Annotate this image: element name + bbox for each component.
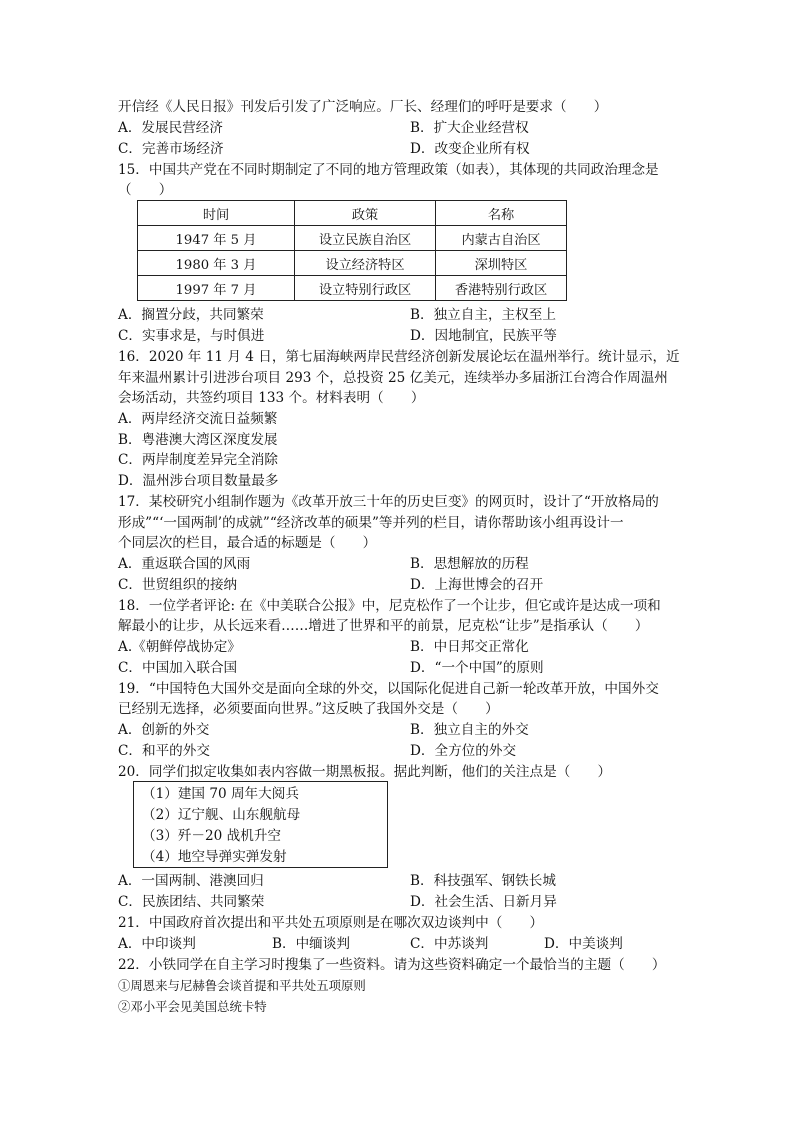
q16-option-b: B．粤港澳大湾区深度发展 [118, 432, 278, 448]
table-header-row [138, 201, 567, 226]
q20-option-b: B．科技强军、钢铁长城 [410, 873, 556, 889]
table-cell: 1980 年 3 月 [138, 251, 295, 276]
q14-option-d: D．改变企业所有权 [410, 141, 530, 157]
q17-option-c: C．世贸组织的接纳 [118, 577, 238, 593]
q17-stem-line-3: 个同层次的栏目，最合适的标题是（ ） [118, 535, 377, 551]
q21-stem-line: 21．中国政府首次提出和平共处五项原则是在哪次双边谈判中（ ） [118, 915, 544, 931]
q17-option-b: B．思想解放的历程 [410, 556, 529, 572]
q20-option-d: D．社会生活、日新月异 [410, 894, 557, 910]
q18-option-c: C．中国加入联合国 [118, 660, 238, 676]
q14-option-b: B．扩大企业经营权 [410, 120, 529, 136]
q15-option-d: D．因地制宜，民族平等 [410, 328, 557, 344]
q15-stem-line-2: （ ） [118, 182, 173, 198]
table-cell: 1947 年 5 月 [138, 226, 295, 251]
q22-stem-line: 22．小铁同学在自主学习时搜集了一些资料。请为这些资料确定一个最恰当的主题（ ） [118, 957, 666, 973]
q19-stem-line-2: 已经别无选择，必须要面向世界。”这反映了我国外交是（ ） [118, 701, 499, 717]
q15-stem-line-1: 15．中国共产党在不同时期制定了不同的地方管理政策（如表），其体现的共同政治理念是 [118, 162, 659, 178]
table-cell: 设立经济特区 [295, 251, 436, 276]
q17-option-d: D．上海世博会的召开 [410, 577, 544, 593]
table-cell: 1997 年 7 月 [138, 276, 295, 301]
q19-option-b: B．独立自主的外交 [410, 722, 529, 738]
table-cell: 设立民族自治区 [295, 226, 436, 251]
q20-option-a: A．一国两制、港澳回归 [118, 873, 264, 889]
q15-option-a: A．搁置分歧，共同繁荣 [118, 307, 264, 323]
q15-option-c: C．实事求是，与时俱进 [118, 328, 265, 344]
q18-option-d: D．“一个中国”的原则 [410, 660, 544, 676]
table-header-cell: 政策 [295, 201, 436, 226]
q20-box-item: （4）地空导弹实弹发射 [142, 849, 287, 865]
q20-box-item: （3）歼－20 战机升空 [142, 828, 282, 844]
table-header-cell: 时间 [138, 201, 295, 226]
table-row [138, 276, 567, 301]
q21-option-b: B．中缅谈判 [272, 936, 350, 952]
q14-option-a: A．发展民营经济 [118, 120, 223, 136]
q16-option-a: A．两岸经济交流日益频繁 [118, 411, 278, 427]
q16-stem-line-1: 16．2020 年 11 月 4 日，第七届海峡两岸民营经济创新发展论坛在温州举行。统计显示，近 [118, 349, 680, 365]
table-cell: 深圳特区 [436, 251, 567, 276]
table-row [138, 226, 567, 251]
q19-option-c: C．和平的外交 [118, 743, 210, 759]
q20-box-item: （1）建国 70 周年大阅兵 [142, 786, 299, 802]
q17-stem-line-1: 17．某校研究小组制作题为《改革开放三十年的历史巨变》的网页时，设计了“开放格局的 [118, 494, 659, 510]
q21-option-c: C．中苏谈判 [410, 936, 489, 952]
q20-box-item: （2）辽宁舰、山东舰航母 [142, 807, 301, 823]
q17-option-a: A．重返联合国的风雨 [118, 556, 251, 572]
q14-stem-line: 开信经《人民日报》刊发后引发了广泛响应。厂长、经理们的呼吁是要求（ ） [118, 99, 608, 115]
q19-option-a: A．创新的外交 [118, 722, 210, 738]
table-row [138, 251, 567, 276]
q21-option-d: D．中美谈判 [544, 936, 623, 952]
q15-option-b: B．独立自主，主权至上 [410, 307, 556, 323]
q20-option-c: C．民族团结、共同繁荣 [118, 894, 265, 910]
q15-policy-table [137, 200, 567, 301]
q19-option-d: D．全方位的外交 [410, 743, 517, 759]
q18-stem-line-2: 解最小的让步，从长远来看……增进了世界和平的前景，尼克松“让步”是指承认（ ） [118, 618, 649, 634]
table-header-cell: 名称 [436, 201, 567, 226]
q22-material-item: ②邓小平会见美国总统卡特 [118, 999, 267, 1014]
q16-option-c: C．两岸制度差异完全消除 [118, 452, 278, 468]
table-cell: 香港特别行政区 [436, 276, 567, 301]
q17-stem-line-2: 形成”“‘一国两制’的成就”“经济改革的硕果”等并列的栏目，请你帮助该小组再设计一 [118, 515, 624, 531]
q22-material-item: ①周恩来与尼赫鲁会谈首提和平共处五项原则 [118, 978, 366, 993]
q16-stem-line-3: 会场活动，共签约项目 133 个。材料表明（ ） [118, 390, 425, 406]
q21-option-a: A．中印谈判 [118, 936, 196, 952]
q19-stem-line-1: 19．“中国特色大国外交是面向全球的外交，以国际化促进自己新一轮改革开放，中国外交 [118, 681, 659, 697]
q18-option-b: B．中日邦交正常化 [410, 639, 529, 655]
q16-option-d: D．温州涉台项目数量最多 [118, 473, 279, 489]
q20-stem-line: 20．同学们拟定收集如表内容做一期黑板报。据此判断，他们的关注点是（ ） [118, 764, 612, 780]
q16-stem-line-2: 年来温州累计引进涉台项目 293 个，总投资 25 亿美元，连续举办多届浙江台湾合作周温州 [118, 370, 668, 386]
table-cell: 内蒙古自治区 [436, 226, 567, 251]
q18-option-a: A.《朝鲜停战协定》 [118, 639, 241, 655]
table-cell: 设立特别行政区 [295, 276, 436, 301]
q18-stem-line-1: 18．一位学者评论: 在《中美联合公报》中，尼克松作了一个让步，但它或许是达成一项和 [118, 598, 661, 614]
q14-option-c: C．完善市场经济 [118, 141, 224, 157]
